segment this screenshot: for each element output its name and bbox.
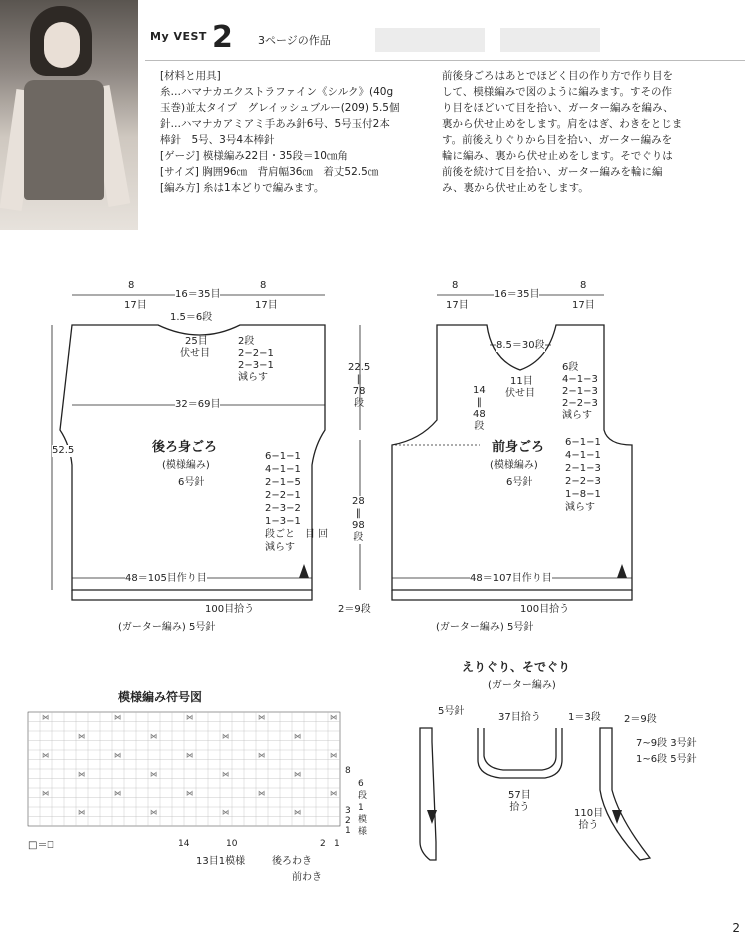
svg-text:⋈: ⋈ bbox=[330, 789, 337, 798]
armhole-left bbox=[420, 728, 436, 860]
edging-rows-1: 1＝3段 bbox=[568, 712, 601, 723]
edging-rows-1-6: 1~6段 5号針 bbox=[636, 754, 697, 765]
svg-text:⋈: ⋈ bbox=[78, 808, 85, 817]
materials-line: 玉巻)並太タイプ グレイッシュブルー(209) 5.5個 bbox=[160, 102, 400, 114]
front-neck-depth: 8.5＝30段 bbox=[496, 340, 545, 351]
back-bindoff-label: 伏せ目 bbox=[180, 348, 210, 359]
edging-pick-57: 57目 拾う bbox=[508, 790, 531, 813]
materials-line: 棒針 5号、3号4本棒針 bbox=[160, 134, 275, 146]
front-needle: 6号針 bbox=[506, 477, 533, 488]
front-bindoff-label: 伏せ目 bbox=[505, 388, 535, 399]
front-subtitle: (模様編み) bbox=[490, 460, 538, 471]
svg-text:⋈: ⋈ bbox=[114, 713, 121, 722]
total-height: 52.5 bbox=[52, 445, 75, 456]
chart-col-14: 14 bbox=[178, 839, 190, 849]
svg-text:⋈: ⋈ bbox=[78, 732, 85, 741]
svg-text:⋈: ⋈ bbox=[42, 713, 49, 722]
back-neck-dec-3: 減らす bbox=[238, 372, 268, 383]
chart-row-repeat: 6段1模様 bbox=[358, 779, 368, 837]
instruction-line: り目をほどいて目を拾い、ガーター編みを編み、 bbox=[442, 102, 674, 114]
back-neck-dec-2: 2−3−1 bbox=[238, 360, 274, 371]
back-subtitle: (模様編み) bbox=[162, 460, 210, 471]
back-neck-dec-0: 2段 bbox=[238, 336, 255, 347]
svg-text:⋈: ⋈ bbox=[258, 789, 265, 798]
page-number: 2 bbox=[732, 921, 740, 935]
front-neck-height: 14 ‖ 48 段 bbox=[473, 385, 486, 432]
edging-title: えりぐり、そでぐり bbox=[462, 660, 571, 674]
armhole-height: 22.5 ‖ 78 段 bbox=[348, 362, 371, 409]
svg-text:⋈: ⋈ bbox=[78, 770, 85, 779]
size-value: 胸囲96㎝ 背肩幅36㎝ 着丈52.5㎝ bbox=[202, 166, 379, 178]
front-garter: (ガーター編み) 5号針 bbox=[436, 622, 534, 633]
svg-text:⋈: ⋈ bbox=[186, 713, 193, 722]
front-shoulder-left: 8 bbox=[452, 280, 459, 291]
method-label: [編み方] bbox=[160, 182, 200, 194]
svg-text:⋈: ⋈ bbox=[114, 751, 121, 760]
back-shoulder-right-st: 17目 bbox=[255, 300, 278, 311]
back-hem bbox=[72, 590, 312, 600]
back-needle: 6号針 bbox=[178, 477, 205, 488]
edging-subtitle: (ガーター編み) bbox=[488, 680, 556, 691]
front-neck-dec: 6段 4−1−3 2−1−3 2−2−3 減らす bbox=[562, 362, 598, 421]
chart-row-3: 3 bbox=[345, 806, 351, 816]
materials-line: 糸…ハマナカエクストラファイン《シルク》(40g bbox=[160, 86, 394, 98]
chart-front-side: 前わき bbox=[292, 872, 322, 883]
edging-rows-7-9: 7~9段 3号針 bbox=[636, 738, 697, 749]
vest-label: My VEST bbox=[150, 30, 207, 43]
pattern-subtitle: 3ページの作品 bbox=[258, 34, 331, 47]
front-cast-on: 48＝107目作り目 bbox=[470, 573, 552, 584]
back-neck-dec-1: 2−2−1 bbox=[238, 348, 274, 359]
svg-text:⋈: ⋈ bbox=[114, 789, 121, 798]
svg-text:⋈: ⋈ bbox=[222, 808, 229, 817]
svg-text:⋈: ⋈ bbox=[258, 751, 265, 760]
edging-pick-110: 110目 拾う bbox=[574, 808, 604, 831]
back-shoulder-right: 8 bbox=[260, 280, 267, 291]
edging-needle: 5号針 bbox=[438, 706, 465, 717]
svg-text:⋈: ⋈ bbox=[330, 751, 337, 760]
chart-legend: □＝⎕ bbox=[28, 840, 54, 851]
chart-back-side: 後ろわき bbox=[272, 856, 312, 867]
chart-col-10: 10 bbox=[226, 839, 238, 849]
materials-heading: [材料と用具] bbox=[160, 70, 221, 82]
back-title: 後ろ身ごろ bbox=[152, 440, 218, 455]
instruction-line: 前後身ごろはあとでほどく目の作り方で作り目を bbox=[442, 70, 673, 82]
body-height: 28 ‖ 98 段 bbox=[352, 496, 365, 543]
edging-rows-2: 2＝9段 bbox=[624, 714, 657, 725]
back-shoulder-left-st: 17目 bbox=[124, 300, 147, 311]
gauge-value: 模様編み22目・35段＝10㎝角 bbox=[202, 150, 348, 162]
instruction-line: み、裏から伏せ止めをします。 bbox=[442, 182, 589, 194]
instruction-line: す。前後えりぐりから目を拾い、ガーター編みを bbox=[442, 134, 673, 146]
back-side-dec: 6−1−1 4−1−1 2−1−5 2−2−1 2−3−2 1−3−1 段ごと 目 回 減らす bbox=[265, 451, 329, 553]
size-label: [サイズ] bbox=[160, 166, 199, 178]
instruction-line: して、模様編みで図のように編みます。すその作 bbox=[442, 86, 672, 98]
chart-repeat: 13目1模様 bbox=[196, 856, 246, 867]
back-bindoff: 25目 bbox=[185, 336, 208, 347]
svg-text:⋈: ⋈ bbox=[294, 808, 301, 817]
front-pickup: 100目拾う bbox=[520, 604, 570, 615]
svg-text:⋈: ⋈ bbox=[258, 713, 265, 722]
back-shoulder-left: 8 bbox=[128, 280, 135, 291]
svg-text:⋈: ⋈ bbox=[150, 808, 157, 817]
front-shoulder-right-st: 17目 bbox=[572, 300, 595, 311]
svg-text:⋈: ⋈ bbox=[294, 732, 301, 741]
svg-text:⋈: ⋈ bbox=[42, 789, 49, 798]
instruction-line: 裏から伏せ止めをします。肩をはぎ、わきをとじま bbox=[442, 118, 683, 130]
front-hem bbox=[392, 590, 632, 600]
front-side-dec: 6−1−1 4−1−1 2−1−3 2−2−3 1−8−1 減らす bbox=[565, 437, 601, 513]
chart-row-2: 2 bbox=[345, 816, 351, 826]
front-shoulder-left-st: 17目 bbox=[446, 300, 469, 311]
chart-title: 模様編み符号図 bbox=[118, 690, 203, 704]
svg-text:⋈: ⋈ bbox=[330, 713, 337, 722]
front-neck-width: 16＝35目 bbox=[494, 289, 540, 300]
back-width: 32＝69目 bbox=[175, 399, 221, 410]
gauge-label: [ゲージ] bbox=[160, 150, 200, 162]
svg-text:⋈: ⋈ bbox=[222, 732, 229, 741]
front-title: 前身ごろ bbox=[492, 440, 545, 455]
front-bindoff: 11目 bbox=[510, 376, 533, 387]
instruction-line: 前後を続けて目を拾い、ガーター編みを輪に編 bbox=[442, 166, 663, 178]
back-garter: (ガーター編み) 5号針 bbox=[118, 622, 216, 633]
chart-row-8: 8 bbox=[345, 766, 351, 776]
back-cast-on: 48＝105目作り目 bbox=[125, 573, 207, 584]
svg-text:⋈: ⋈ bbox=[42, 751, 49, 760]
svg-text:⋈: ⋈ bbox=[186, 789, 193, 798]
svg-text:⋈: ⋈ bbox=[150, 770, 157, 779]
back-neck-width: 16＝35目 bbox=[175, 289, 221, 300]
front-shoulder-right: 8 bbox=[580, 280, 587, 291]
instruction-line: 輪に編み、裏から伏せ止めをします。そでぐりは bbox=[442, 150, 673, 162]
svg-text:⋈: ⋈ bbox=[222, 770, 229, 779]
pattern-number: 2 bbox=[212, 20, 233, 55]
back-neck-depth: 1.5＝6段 bbox=[170, 312, 213, 323]
svg-text:⋈: ⋈ bbox=[294, 770, 301, 779]
edging-pick-37: 37目拾う bbox=[498, 712, 541, 723]
method-value: 糸は1本どりで編みます。 bbox=[203, 182, 325, 194]
chart-col-1: 1 bbox=[334, 839, 340, 849]
chart-col-2: 2 bbox=[320, 839, 326, 849]
chart-row-1: 1 bbox=[345, 826, 351, 836]
neck-edge-outer bbox=[484, 728, 556, 770]
svg-text:⋈: ⋈ bbox=[150, 732, 157, 741]
back-pickup: 100目拾う bbox=[205, 604, 255, 615]
hem-border: 2＝9段 bbox=[338, 604, 371, 615]
svg-text:⋈: ⋈ bbox=[186, 751, 193, 760]
materials-line: 針…ハマナカアミアミ手あみ針6号、5号玉付2本 bbox=[160, 118, 390, 130]
